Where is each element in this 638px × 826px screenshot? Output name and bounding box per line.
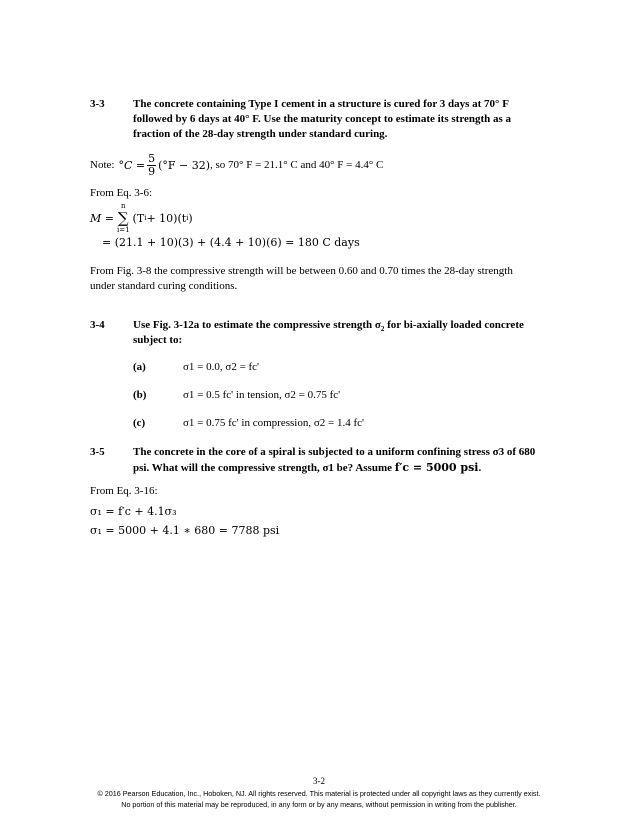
eq-term-T: (T bbox=[132, 211, 145, 225]
assumed-fc: f′c = 5000 psi bbox=[394, 461, 479, 474]
summation-sigma: ∑ bbox=[117, 209, 129, 227]
eq-M: M = bbox=[90, 211, 114, 225]
summation-lower: i=1 bbox=[116, 226, 130, 234]
problem-3-3-statement-line-1: The concrete containing Type I cement in a structure is cured for 3 days at 70° F bbox=[133, 98, 509, 110]
confined-strength-result: σ₁ = 5000 + 4.1 ∗ 680 = 7788 psi bbox=[90, 524, 280, 537]
from-eq-3-6: From Eq. 3-6: bbox=[90, 187, 153, 199]
fig-3-8-line-2: under standard curing conditions. bbox=[90, 280, 238, 292]
from-eq-3-16: From Eq. 3-16: bbox=[90, 485, 158, 497]
note-tail: , so 70° F = 21.1° C and 40° F = 4.4° C bbox=[210, 158, 384, 171]
problem-number-3-5: 3-5 bbox=[90, 446, 105, 458]
eq-sub-i-1: i bbox=[144, 213, 147, 222]
problem-3-4-statement-line-1 bbox=[133, 318, 524, 337]
sigma-2-subscript: 2 bbox=[380, 325, 385, 334]
eq-sub-i-2: i bbox=[186, 213, 189, 222]
fig-3-8-line-1: From Fig. 3-8 the compressive strength will be between 0.60 and 0.70 times the 28-day strength bbox=[90, 265, 513, 277]
problem-number-3-4: 3-4 bbox=[90, 319, 105, 331]
statement-part-b: for bi-axially loaded concrete bbox=[384, 319, 524, 331]
problem-3-5-statement-line-1: The concrete in the core of a spiral is subjected to a uniform confining stress σ3 of 680 bbox=[133, 446, 536, 458]
case-a-text: σ1 = 0.0, σ2 = fc' bbox=[183, 361, 260, 373]
case-b-text: σ1 = 0.5 fc' in tension, σ2 = 0.75 fc' bbox=[183, 389, 341, 401]
problem-3-3-statement-line-3: fraction of the 28-day strength under standard curing. bbox=[133, 128, 388, 140]
case-b-label: (b) bbox=[133, 389, 147, 401]
problem-3-3-statement-line-2: followed by 6 days at 40° F. Use the maturity concept to estimate its strength as a bbox=[133, 113, 512, 125]
problem-number-3-3: 3-3 bbox=[90, 98, 105, 110]
maturity-result: = (21.1 + 10)(3) + (4.4 + 10)(6) = 180 C days bbox=[102, 236, 360, 249]
problem-3-4-statement-line-2: subject to: bbox=[133, 334, 183, 346]
note-fraction-numerator: 5 bbox=[148, 151, 156, 165]
problem-3-5-statement-line-2 bbox=[133, 460, 481, 476]
statement-end: . bbox=[478, 462, 482, 474]
case-a-label: (a) bbox=[133, 361, 146, 373]
copyright-line-1: © 2016 Pearson Education, Inc., Hoboken, NJ. All rights reserved. This material is protected under all copyright laws as they currently exist. bbox=[97, 789, 541, 798]
note-lhs: °C = bbox=[118, 158, 146, 172]
copyright-line-2: No portion of this material may be reproduced, in any form or by any means, without permission in writing from the publisher. bbox=[121, 800, 517, 809]
eq-term-mid: + 10)(t bbox=[146, 211, 187, 225]
page-number: 3-2 bbox=[313, 776, 325, 786]
note-fraction-denominator: 9 bbox=[148, 164, 156, 178]
note-label: Note: bbox=[90, 158, 115, 171]
eq-term-close: ) bbox=[188, 211, 193, 225]
conversion-note bbox=[90, 151, 383, 179]
summation bbox=[117, 202, 130, 234]
case-c-text: σ1 = 0.75 fc' in compression, σ2 = 1.4 fc' bbox=[183, 417, 364, 429]
sigma-2-symbol: σ bbox=[374, 319, 381, 331]
statement-part-a: psi. What will the compressive strength, σ1 be? Assume bbox=[133, 462, 395, 474]
summation-upper: n bbox=[121, 202, 126, 210]
statement-part-a: Use Fig. 3-12a to estimate the compressive strength bbox=[133, 319, 375, 331]
case-c-label: (c) bbox=[133, 417, 146, 429]
confined-strength-equation: σ₁ = f′c + 4.1σ₃ bbox=[90, 505, 177, 518]
note-fraction bbox=[147, 153, 156, 178]
maturity-equation bbox=[90, 200, 193, 236]
note-paren: (°F − 32) bbox=[158, 158, 211, 172]
